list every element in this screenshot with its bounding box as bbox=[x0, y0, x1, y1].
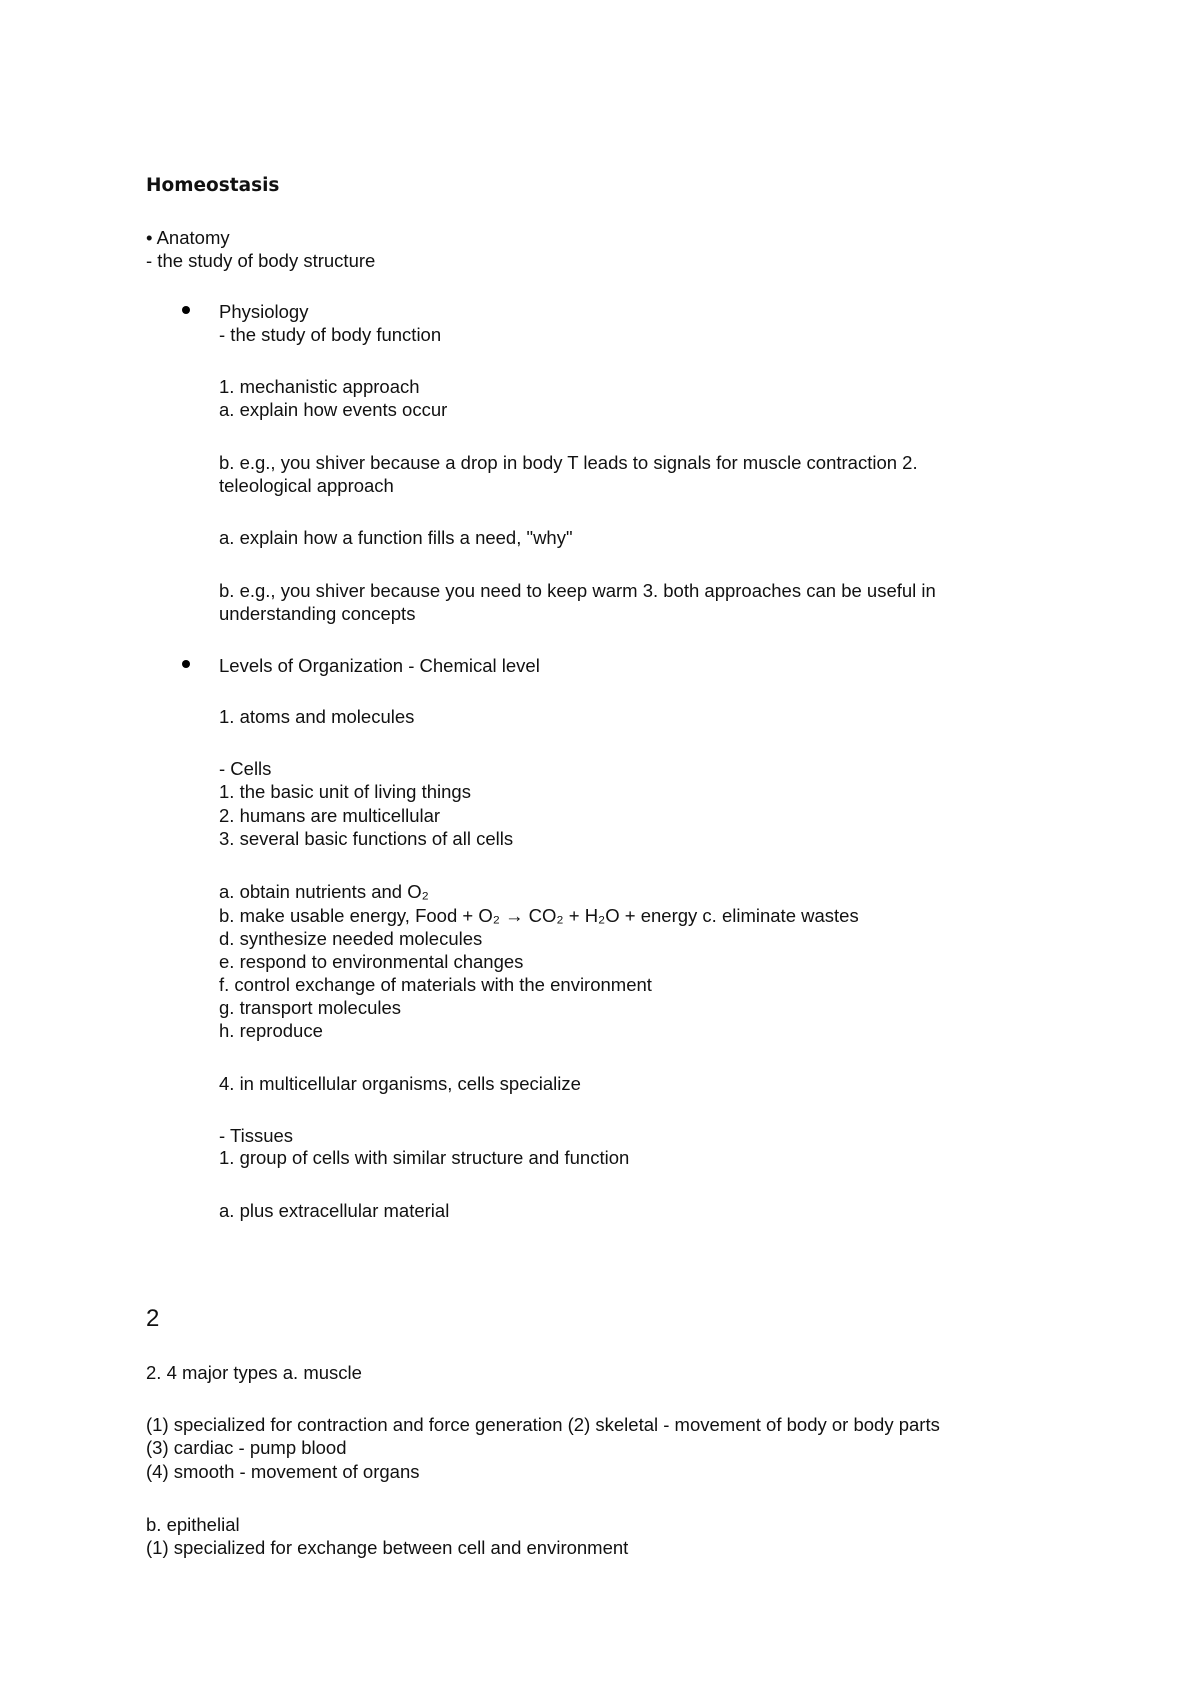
document-title: Homeostasis bbox=[146, 175, 280, 196]
text-line: f. control exchange of materials with the environment bbox=[219, 974, 652, 995]
text-line: (1) specialized for contraction and force generation (2) skeletal - movement of body or body parts bbox=[146, 1414, 940, 1435]
text-line: - Cells bbox=[219, 758, 272, 779]
page-number: 2 bbox=[146, 1305, 160, 1332]
text-line: a. explain how events occur bbox=[219, 399, 448, 420]
text-line: b. make usable energy, Food + O₂ → CO₂ + H₂O + energy c. eliminate wastes bbox=[219, 905, 859, 926]
text-line: 1. mechanistic approach bbox=[219, 376, 420, 397]
text-line: 3. several basic functions of all cells bbox=[219, 828, 514, 849]
bullet-icon bbox=[182, 660, 190, 668]
text-line: g. transport molecules bbox=[219, 997, 402, 1018]
text-line: 4. in multicellular organisms, cells specialize bbox=[219, 1073, 581, 1094]
bullet-icon bbox=[182, 306, 190, 314]
text-line: Physiology bbox=[219, 301, 309, 322]
text-line: - the study of body structure bbox=[146, 250, 376, 271]
text-line: • Anatomy bbox=[146, 227, 230, 248]
text-line: understanding concepts bbox=[219, 603, 416, 624]
text-line: b. epithelial bbox=[146, 1514, 240, 1535]
text-line: teleological approach bbox=[219, 475, 394, 496]
text-line: a. plus extracellular material bbox=[219, 1200, 450, 1221]
text-line: (4) smooth - movement of organs bbox=[146, 1461, 420, 1482]
text-line: e. respond to environmental changes bbox=[219, 951, 524, 972]
text-line: - Tissues bbox=[219, 1125, 294, 1146]
text-line: a. obtain nutrients and O₂ bbox=[219, 881, 429, 902]
text-line: Levels of Organization - Chemical level bbox=[219, 655, 540, 676]
text-line: 2. humans are multicellular bbox=[219, 805, 441, 826]
text-line: 2. 4 major types a. muscle bbox=[146, 1362, 362, 1383]
text-line: (3) cardiac - pump blood bbox=[146, 1437, 347, 1458]
text-line: b. e.g., you shiver because a drop in body T leads to signals for muscle contraction 2. bbox=[219, 452, 918, 473]
text-line: a. explain how a function fills a need, "why" bbox=[219, 527, 573, 548]
text-line: b. e.g., you shiver because you need to keep warm 3. both approaches can be useful in bbox=[219, 580, 936, 601]
text-line: d. synthesize needed molecules bbox=[219, 928, 483, 949]
text-line: (1) specialized for exchange between cell and environment bbox=[146, 1537, 629, 1558]
text-line: - the study of body function bbox=[219, 324, 442, 345]
text-line: 1. atoms and molecules bbox=[219, 706, 415, 727]
text-line: 1. the basic unit of living things bbox=[219, 781, 471, 802]
text-line: h. reproduce bbox=[219, 1020, 323, 1041]
text-line: 1. group of cells with similar structure and function bbox=[219, 1147, 630, 1168]
